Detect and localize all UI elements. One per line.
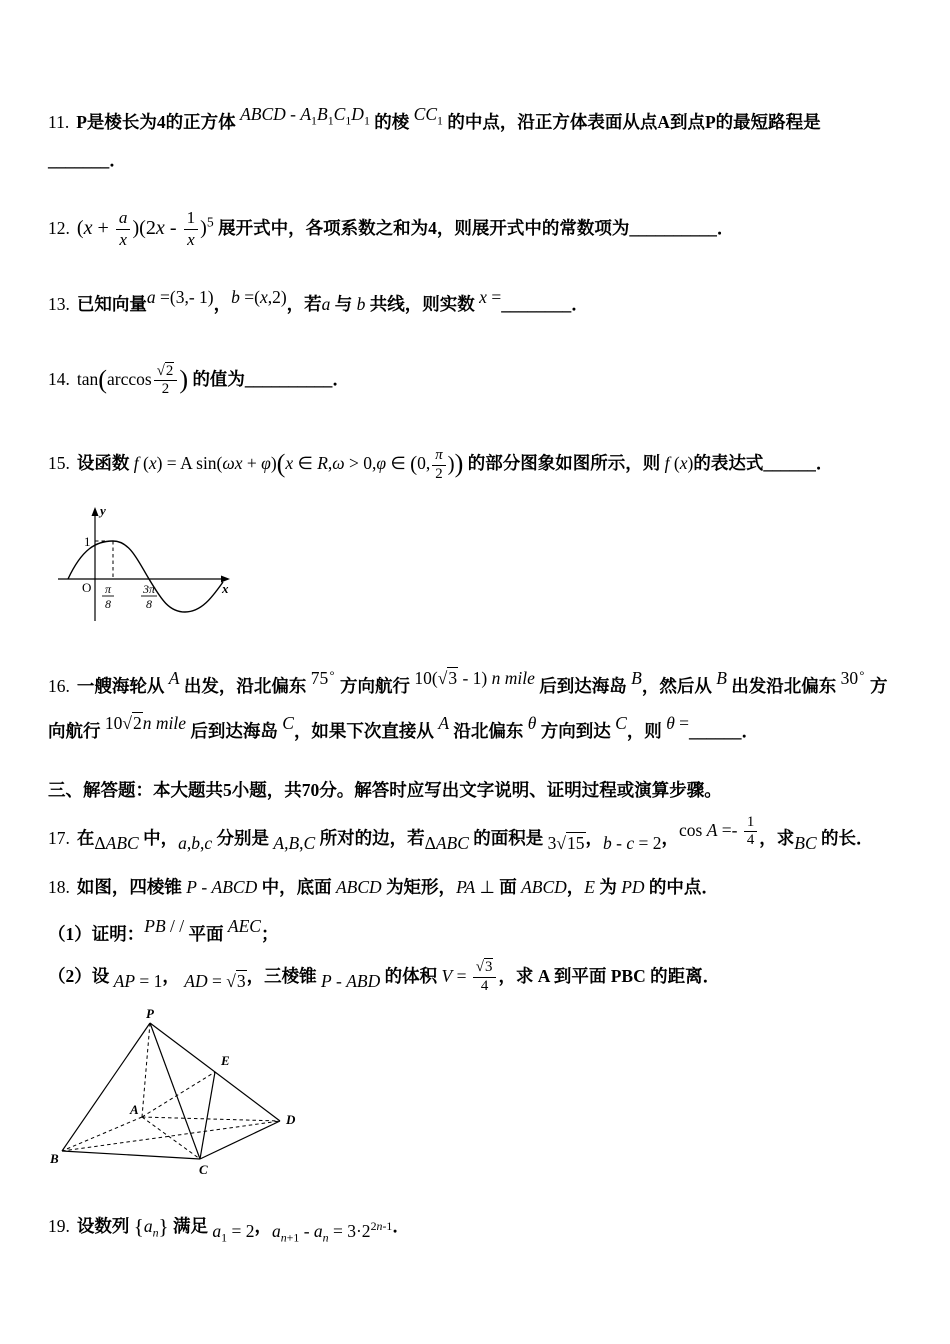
sine-graph-figure (50, 499, 892, 634)
problem-14-number: 14. (48, 368, 70, 389)
edge-CD (200, 1121, 280, 1159)
problem-19-number: 19. (48, 1215, 70, 1236)
amplitude-one-label: 1 (84, 533, 91, 549)
problem-13 (48, 279, 892, 325)
problem-18-part2 (48, 958, 892, 1001)
edge-PB (62, 1023, 150, 1151)
problem-13-number: 13. (48, 294, 70, 315)
problem-17-number: 17. (48, 827, 70, 848)
x-axis-label: x (222, 580, 229, 596)
edge-EC (200, 1072, 215, 1159)
sine-graph-svg (50, 499, 250, 634)
edge-PC (150, 1023, 200, 1159)
3pi-over-8-denominator: 8 (146, 596, 152, 611)
y-axis-arrow (92, 507, 99, 516)
y-axis-label: y (100, 502, 106, 518)
problem-14 (48, 352, 892, 408)
pi-over-8-denominator: 8 (105, 596, 111, 611)
problem-13-content: 已知向量a =(3,- 1)，b =(x,2)，若a 与 b 共线，则实数 x =________． (76, 286, 589, 315)
segment-AE (142, 1072, 215, 1117)
problem-15-content: 设函数 f (x) = A sin(ωx + φ)(x ∈ R,ω > 0,φ ∈ (0, $\frac{\pi}{2}$ )) 的部分图象如图所示，则 f (x)的表达式______． (76, 446, 834, 482)
problem-11-content: P是棱长为4的正方体 ABCD - $A_1B_1C_1D_1$ 的棱 $CC_1$ 的中点，沿正方体表面从点A到点P的最短路程是_______． (48, 104, 821, 170)
problem-18-part1-content: （1）证明：PB / / 平面 AEC； (48, 916, 279, 945)
pyramid-svg (50, 1007, 302, 1179)
pyramid-figure (50, 1007, 892, 1179)
problem-16-content: 一艘海轮从 A 出发，沿北偏东 75∘ 方向航行 10( √ 3 - 1) n mile 后到达海岛 B，然后从 B 出发沿北偏东 30∘ 方向航行 10 √ 2n mile 后到达海岛 C，如果下次直接从 A 沿北偏东 θ 方向到达 C，则 θ =______． (48, 676, 888, 742)
pi-over-8-numerator: π (104, 581, 112, 596)
problem-17 (48, 812, 892, 863)
problem-12 (48, 207, 892, 250)
origin-label: O (82, 579, 92, 595)
label-D: D (286, 1111, 296, 1127)
problem-17-content: 在ΔABC 中，a,b,c 分别是 A,B,C 所对的边，若ΔABC 的面积是 3 √ 15，b - c = 2，cos A =- $\frac{1}{4}$ ，求BC 的长． (77, 828, 874, 848)
problem-11 (48, 96, 892, 179)
label-C: C (199, 1161, 208, 1177)
problem-18-part1 (48, 908, 892, 954)
diagonal-AC (142, 1117, 200, 1159)
problem-18-part2-content: （2）设 AP = 1， AD = √ 3，三棱锥 P - ABD 的体积 V = √ $\frac{3}{4}$ ，求 A 到平面 PBC 的距离． (48, 966, 720, 986)
problem-15-number: 15. (48, 453, 70, 474)
problem-12-number: 12. (48, 218, 70, 239)
problem-14-content: tan(arccos √ $\frac{2}{2}$ ) 的值为__________． (77, 369, 350, 389)
problem-15 (48, 436, 892, 492)
label-P: P (146, 1006, 154, 1021)
problem-12-content: (x + $\frac{a}{x}$ )(2x - $\frac{1}{x}$ )$^5$ 展开式中，各项系数之和为4，则展开式中的常数项为__________． (76, 208, 735, 249)
edge-PA (142, 1023, 150, 1117)
problem-19 (48, 1205, 892, 1252)
problem-18-number: 18. (48, 876, 70, 897)
problem-18-content: 如图，四棱锥 P - ABCD 中，底面 ABCD 为矩形，PA ⊥ 面 ABCD，E 为 PD 的中点． (76, 876, 719, 897)
label-B: B (50, 1150, 59, 1166)
label-A: A (130, 1101, 139, 1117)
problem-19-content: 设数列 $\{a_n\}$ 满足 $a_1 = 2$，$a_{n+1} - a_n = 3\cdot 2^{2n-1}$． (76, 1214, 410, 1245)
3pi-over-8-numerator: 3π (142, 581, 156, 596)
label-E: E (221, 1052, 230, 1068)
problem-18 (48, 869, 892, 907)
edge-BC (62, 1151, 200, 1159)
problem-16 (48, 660, 892, 751)
problem-11-number: 11. (48, 111, 70, 132)
problem-16-number: 16. (48, 675, 70, 696)
section-3-header: 三、解答题：本大题共5小题，共70分。解答时应写出文字说明、证明过程或演算步骤。 (48, 779, 722, 800)
edge-AD (142, 1117, 280, 1121)
